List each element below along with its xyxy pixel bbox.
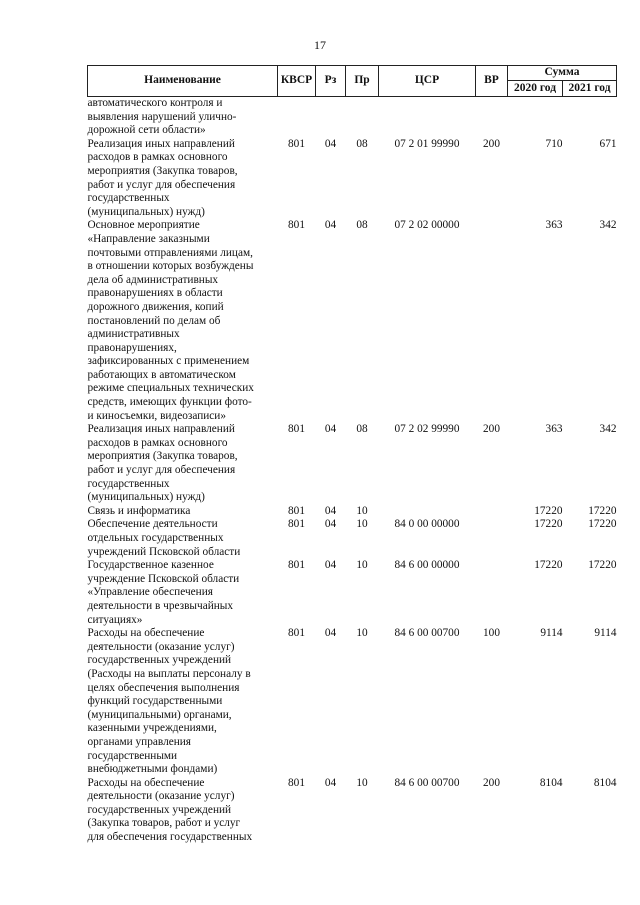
cell-name: Обеспечение деятельности отдельных государственных учреждений Псковской области — [87, 518, 241, 558]
cell-pr: 08 — [356, 137, 368, 150]
cell-sum-2020: 9114 — [540, 627, 563, 640]
cell-rz — [316, 97, 346, 138]
table-row — [88, 219, 617, 423]
cell-vr — [476, 219, 508, 423]
cell-pr: 10 — [356, 518, 368, 531]
cell-csr: 84 0 00 00000 — [394, 518, 460, 531]
cell-vr — [476, 559, 508, 627]
cell-kvsr: 801 — [288, 137, 305, 150]
cell-sum-2021: 8104 — [593, 776, 617, 789]
cell-rz: 04 — [324, 137, 337, 150]
header-pr: Пр — [346, 66, 379, 97]
cell-sum-2021: 17220 — [588, 504, 617, 517]
cell-csr: 07 2 02 99990 — [394, 423, 460, 436]
cell-name: Расходы на обеспечение деятельности (оказание услуг) государственных учреждений (Расходы на выплаты персоналу в целях обеспечения выполнения функций государственными (муниципальными) органами, казенными учреждениями, органами управления государственными внебюджетными фондами) — [87, 627, 251, 776]
cell-vr: 200 — [483, 137, 500, 150]
table-row — [88, 559, 617, 627]
table-header — [88, 66, 617, 97]
cell-sum-2020: 363 — [545, 219, 563, 232]
cell-csr: 84 6 00 00700 — [394, 776, 460, 789]
header-name: Наименование — [88, 66, 278, 97]
cell-kvsr: 801 — [288, 627, 305, 640]
header-year-2020: 2020 год — [508, 81, 563, 97]
cell-vr: 100 — [483, 627, 500, 640]
cell-sum-2020: 17220 — [534, 504, 563, 517]
cell-pr: 10 — [356, 504, 368, 517]
cell-pr: 08 — [356, 219, 368, 232]
cell-name: Государственное казенное учреждение Псковской области «Управление обеспечения деятельности в чрезвычайных ситуациях» — [87, 559, 240, 626]
page-number: 17 — [314, 38, 326, 52]
cell-rz: 04 — [324, 219, 337, 232]
table-row — [88, 505, 617, 519]
header-rz: Рз — [316, 66, 346, 97]
cell-sum-2020 — [508, 97, 563, 138]
cell-pr: 10 — [356, 559, 368, 572]
cell-sum-2020: 363 — [545, 423, 563, 436]
cell-vr — [476, 97, 508, 138]
cell-vr — [476, 518, 508, 559]
cell-csr: 07 2 01 99990 — [394, 137, 460, 150]
cell-pr: 10 — [356, 776, 368, 789]
cell-rz: 04 — [324, 518, 337, 531]
cell-sum-2021 — [563, 97, 617, 138]
cell-name: Расходы на обеспечение деятельности (оказание услуг) государственных учреждений (Закупка товаров, работ и услуг для обеспечения государственных — [87, 776, 253, 844]
header-vr: ВР — [476, 66, 508, 97]
header-sum: Сумма — [508, 66, 617, 81]
cell-kvsr: 801 — [288, 219, 305, 232]
cell-name: Основное мероприятие «Направление заказными почтовыми отправлениями лицам, в отношении которых возбуждены дела об административных правонарушениях в области дорожного движения, копий постановлений по делам об административных правонарушениях, зафиксированных с применением работающих в автоматическом режиме специальных технических средств, имеющих функции фото- и киносъемки, видеозаписи» — [87, 219, 254, 422]
table-row — [88, 518, 617, 559]
cell-sum-2021: 671 — [599, 137, 617, 150]
cell-vr: 200 — [483, 776, 500, 789]
cell-vr — [476, 505, 508, 519]
cell-csr: 84 6 00 00700 — [394, 627, 460, 640]
cell-pr: 08 — [356, 423, 368, 436]
cell-sum-2021: 342 — [599, 219, 617, 232]
table-row — [88, 423, 617, 505]
header-csr: ЦСР — [379, 66, 476, 97]
table-row — [88, 627, 617, 777]
cell-name: Реализация иных направлений расходов в рамках основного мероприятия (Закупка товаров, работ и услуг для обеспечения государственных (муниципальных) нужд) — [87, 137, 238, 218]
cell-csr — [379, 97, 476, 138]
cell-rz: 04 — [324, 504, 337, 517]
cell-rz: 04 — [324, 627, 337, 640]
cell-kvsr: 801 — [288, 423, 305, 436]
table-row — [88, 97, 617, 138]
cell-sum-2020: 710 — [545, 137, 563, 150]
cell-sum-2020: 17220 — [534, 518, 563, 531]
cell-rz: 04 — [324, 776, 337, 789]
header-kvsr: КВСР — [278, 66, 316, 97]
table-row — [88, 138, 617, 220]
cell-csr: 84 6 00 00000 — [394, 559, 460, 572]
cell-sum-2021: 17220 — [588, 559, 617, 572]
cell-pr: 10 — [356, 627, 368, 640]
cell-name: Реализация иных направлений расходов в рамках основного мероприятия (Закупка товаров, работ и услуг для обеспечения государственных (муниципальных) нужд) — [87, 423, 238, 504]
cell-kvsr: 801 — [288, 504, 305, 517]
cell-rz: 04 — [324, 559, 337, 572]
cell-csr — [379, 505, 476, 519]
cell-csr: 07 2 02 00000 — [394, 219, 460, 232]
cell-sum-2021: 17220 — [588, 518, 617, 531]
cell-vr: 200 — [483, 423, 500, 436]
table-body — [88, 97, 617, 845]
cell-kvsr: 801 — [288, 559, 305, 572]
cell-name: Связь и информатика — [87, 504, 191, 517]
table-row — [88, 777, 617, 845]
cell-pr — [346, 97, 379, 138]
cell-name: автоматического контроля и выявления нарушений улично- дорожной сети области» — [87, 97, 237, 137]
cell-sum-2020: 8104 — [539, 776, 563, 789]
cell-sum-2021: 9114 — [594, 627, 617, 640]
cell-kvsr: 801 — [288, 518, 305, 531]
header-year-2021: 2021 год — [563, 81, 617, 97]
cell-sum-2020: 17220 — [534, 559, 563, 572]
cell-rz: 04 — [324, 423, 337, 436]
cell-kvsr — [278, 97, 316, 138]
budget-table — [87, 65, 617, 845]
cell-sum-2021: 342 — [599, 423, 617, 436]
cell-kvsr: 801 — [288, 776, 305, 789]
